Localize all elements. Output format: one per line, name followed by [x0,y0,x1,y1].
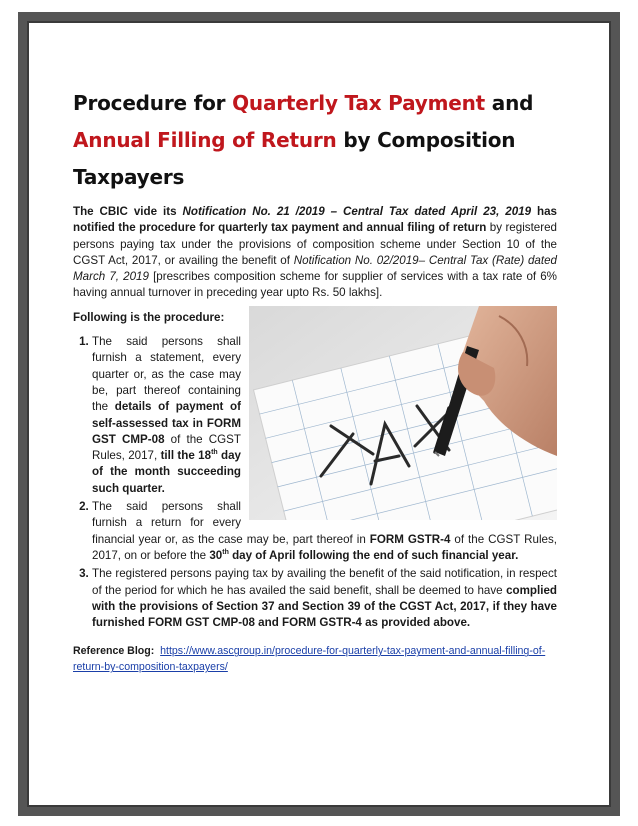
form-cmp08-highlight: details of payment of self-assessed tax in FORM GST CMP-08 [92,400,241,446]
notification-02-ref: Notification No. 02/2019– Central Tax (Rate) dated March 7, 2019 [73,253,557,284]
title-text: by Composition Taxpayers [73,128,516,189]
intro-bold: has notified the procedure for quarterly tax payment and annual filing of return [73,205,557,235]
tax-writing-photo [249,306,557,520]
compliance-highlight: complied with the provisions of Section 37 and Section 39 of the CGST Act, 2017, if they have furnished FORM GST CMP-08 and FORM GSTR-4 as provided above. [92,583,557,630]
form-gstr4-highlight: FORM GSTR-4 [369,532,451,546]
procedure-item-3: 3. The registered persons paying tax by availing the benefit of the said notification, in respect of the period for which he has availed the said benefit, shall be deemed to have complied with the provisions of Section 37 and Section 39 of the CGST Act, 2017, if they have furnished FORM GST CMP-08 and FORM GSTR-4 as provided above. [92,566,557,631]
title-highlight-quarterly: Quarterly Tax Payment [232,91,486,115]
notification-21-ref: Notification No. 21 /2019 – Central Tax dated April 23, 2019 [182,205,532,218]
reference-link[interactable]: https://www.ascgroup.in/procedure-for-quarterly-tax-payment-and-annual-filling-of-return-by-composition-taxpayers/ [73,645,546,674]
page-title [73,85,557,196]
title-text: Procedure for [73,91,233,115]
intro-paragraph [73,204,557,302]
procedure-item-2: 2. The said persons shall furnish a return for every financial year or, as the case may be, part thereof in FORM GSTR-4 of the CGST Rules, 2017, on or before the 30th day of April following the end of such financial year. [92,499,557,564]
intro-text: by registered persons paying tax under the provisions of composition scheme under Section 10 of the CGST Act, 2017, or availing the benefit of [73,221,557,267]
page-frame [18,12,620,816]
title-text: and [485,91,534,115]
procedure-item-1: 1. The said persons shall furnish a statement, every quarter or, as the case may be, part thereof containing the details of payment of self-assessed tax in FORM GST CMP-08 of the CGST Rules, 2017, till the 18th day of the month succeeding such quarter. [92,334,557,497]
reference-label: Reference Blog: [73,645,155,658]
reference-blog [73,643,557,675]
procedure-heading: Following is the procedure: [73,310,225,324]
intro-text-end: [prescribes composition scheme for supplier of services with a tax rate of 6% having annual turnover in preceding year upto Rs. 50 lakhs]. [73,270,557,300]
page-inner [27,21,611,807]
article [73,85,557,675]
title-highlight-annual: Annual Filling of Return [73,128,337,152]
intro-lead: The CBIC vide its [73,205,183,218]
